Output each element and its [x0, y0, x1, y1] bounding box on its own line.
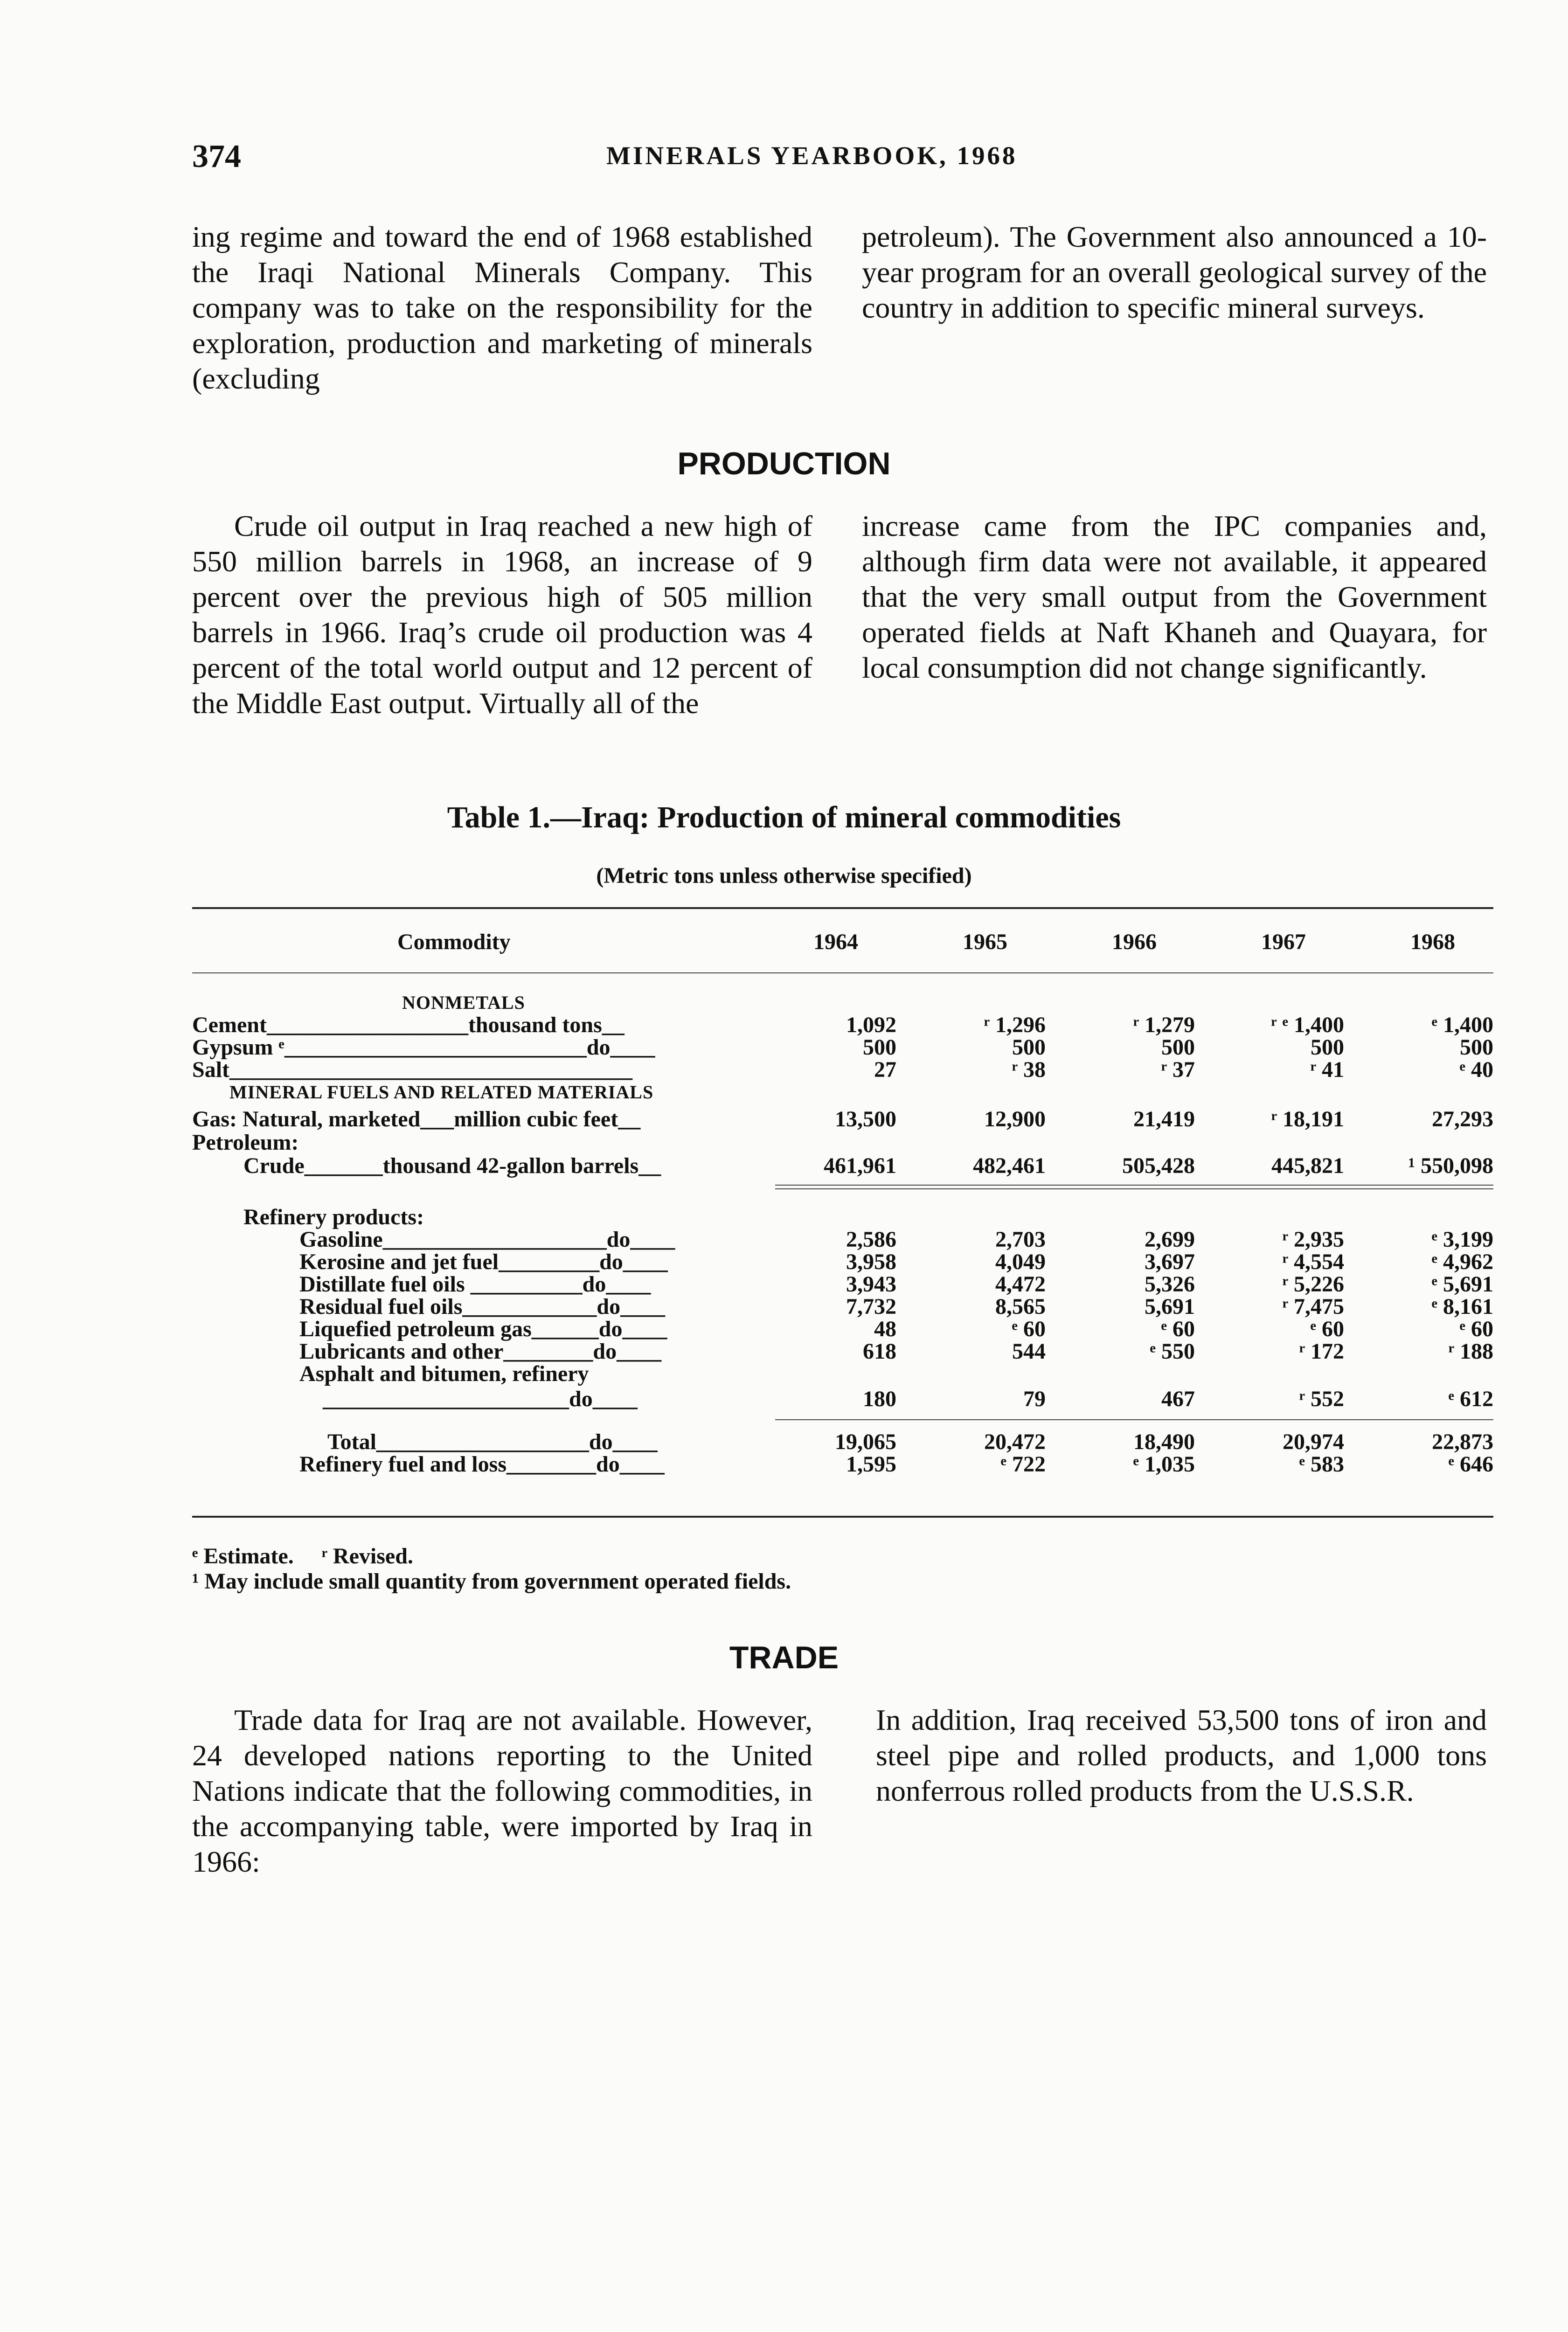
cell: ᵉ 550: [1150, 1339, 1195, 1364]
row-label: Gasoline____________________do____: [299, 1227, 675, 1252]
cell: 13,500: [835, 1107, 896, 1131]
cell: 79: [1023, 1387, 1046, 1411]
trade-right-column: [876, 1702, 1487, 1809]
footnote-1: ¹ May include small quantity from government operated fields.: [192, 1569, 791, 1594]
table-header-row: [192, 930, 1493, 954]
table-row: [192, 1453, 1493, 1476]
cell: ᵉ 1,400: [1431, 1013, 1493, 1037]
table-row: [192, 1388, 1493, 1411]
table-title: Table 1.—Iraq: Production of mineral commodities: [447, 800, 1121, 834]
table-row: [192, 1340, 1493, 1363]
cell: ᵉ 60: [1459, 1317, 1493, 1341]
cell: ᵉ 60: [1161, 1317, 1195, 1341]
cell: 18,490: [1133, 1430, 1195, 1454]
cell: ʳ 41: [1310, 1057, 1344, 1082]
cell: 2,586: [846, 1227, 896, 1252]
intro-right-column: [862, 219, 1487, 326]
cell: 500: [1311, 1035, 1344, 1060]
cell: 8,565: [995, 1294, 1046, 1319]
header-1966: 1966: [1112, 930, 1157, 954]
cell: ʳ 18,191: [1271, 1107, 1344, 1131]
row-label: Kerosine and jet fuel_________do____: [299, 1249, 668, 1274]
row-label: Gypsum ᵉ___________________________do____: [192, 1035, 655, 1060]
group-mineral-fuels: [192, 1081, 1493, 1104]
row-label: Residual fuel oils____________do____: [299, 1294, 666, 1319]
row-label: Liquefied petroleum gas______do____: [299, 1317, 667, 1341]
cell: 1,595: [846, 1452, 896, 1477]
production-right-column: [862, 508, 1487, 686]
intro-left-text: ing regime and toward the end of 1968 established the Iraqi National Minerals Company. This company was to take on the responsibility for the exploration, production and marketing of minerals (excluding: [192, 220, 812, 395]
cell: ʳ 37: [1161, 1057, 1195, 1082]
cell: 500: [1460, 1035, 1493, 1060]
production-right-text: increase came from the IPC companies and, although firm data were not available, it appeared that the very small output from the Government operated fields at Naft Khaneh and Quayara, for local consumption did not change significantly.: [862, 509, 1487, 684]
table-row: [192, 1362, 1493, 1386]
cell: ᵉ 8,161: [1431, 1294, 1493, 1319]
cell: 5,326: [1145, 1272, 1195, 1297]
cell: 21,419: [1133, 1107, 1195, 1131]
table-bottom-rule: [192, 1516, 1493, 1518]
cell: ¹ 550,098: [1408, 1153, 1493, 1178]
cell: ᵉ 60: [1310, 1317, 1344, 1341]
group-label: NONMETALS: [402, 992, 525, 1013]
cell: 467: [1161, 1387, 1195, 1411]
production-left-text: Crude oil output in Iraq reached a new high of 550 million barrels in 1968, an increase of 9 percent over the previous high of 505 million barrels in 1966. Iraq’s crude oil production was 4 percent of the total world output and 12 percent of the Middle East output. Virtually all of the: [192, 509, 812, 720]
total-rule: [775, 1419, 1493, 1420]
table-row: [192, 1058, 1493, 1082]
row-label: Refinery products:: [243, 1205, 424, 1229]
cell: ʳ ᵉ 1,400: [1271, 1013, 1344, 1037]
cell: ᵉ 722: [1000, 1452, 1046, 1477]
table-row: [192, 1013, 1493, 1037]
table-row: [192, 1250, 1493, 1274]
cell: ʳ 1,296: [984, 1013, 1046, 1037]
table-footnotes: [192, 1544, 791, 1594]
row-label: Total___________________do____: [327, 1430, 658, 1454]
cell: 618: [863, 1339, 896, 1364]
cell: 12,900: [984, 1107, 1046, 1131]
row-label: Crude_______thousand 42-gallon barrels__: [243, 1153, 661, 1178]
table-row: [192, 1108, 1493, 1131]
cell: ᵉ 612: [1448, 1387, 1493, 1411]
header-1965: 1965: [963, 930, 1007, 954]
petroleum-rule: [775, 1185, 1493, 1186]
row-label: Lubricants and other________do____: [299, 1339, 662, 1364]
cell: 22,873: [1432, 1430, 1493, 1454]
cell: 4,049: [995, 1249, 1046, 1274]
cell: 2,699: [1145, 1227, 1195, 1252]
table-subtitle: (Metric tons unless otherwise specified): [596, 863, 972, 888]
cell: 19,065: [835, 1430, 896, 1454]
page-number: 374: [192, 139, 241, 174]
cell: ʳ 172: [1299, 1339, 1344, 1364]
cell: ᵉ 3,199: [1431, 1227, 1493, 1252]
cell: 5,691: [1145, 1294, 1195, 1319]
cell: 4,472: [995, 1272, 1046, 1297]
cell: ᵉ 646: [1448, 1452, 1493, 1477]
cell: ʳ 4,554: [1282, 1249, 1344, 1274]
row-label: Refinery fuel and loss________do____: [299, 1452, 665, 1477]
row-label: Gas: Natural, marketed___million cubic feet__: [192, 1107, 641, 1131]
cell: ʳ 7,475: [1282, 1294, 1344, 1319]
trade-right-text: In addition, Iraq received 53,500 tons of iron and steel pipe and rolled products, and 1,000 tons nonferrous rolled products from the U.S.S.R.: [876, 1703, 1487, 1807]
header-rule: [192, 972, 1493, 973]
cell: 445,821: [1271, 1153, 1344, 1178]
table-row: [192, 1036, 1493, 1059]
cell: 482,461: [973, 1153, 1046, 1178]
cell: 505,428: [1122, 1153, 1195, 1178]
cell: 500: [1161, 1035, 1195, 1060]
row-label: Cement__________________thousand tons__: [192, 1013, 624, 1037]
cell: ᵉ 40: [1459, 1057, 1493, 1082]
cell: ʳ 1,279: [1133, 1013, 1195, 1037]
trade-left-column: [192, 1702, 812, 1880]
cell: 48: [874, 1317, 896, 1341]
production-left-column: [192, 508, 812, 721]
group-label: MINERAL FUELS AND RELATED MATERIALS: [229, 1082, 654, 1103]
table-row: [192, 1154, 1493, 1178]
cell: ʳ 5,226: [1282, 1272, 1344, 1297]
cell: 544: [1012, 1339, 1046, 1364]
trade-heading: TRADE: [729, 1640, 839, 1675]
header-1964: 1964: [813, 930, 858, 954]
row-label: Salt____________________________________: [192, 1057, 633, 1082]
cell: ᵉ 60: [1012, 1317, 1046, 1341]
intro-right-text: petroleum). The Government also announced a 10-year program for an overall geological survey of the country in addition to specific mineral surveys.: [862, 220, 1487, 324]
row-label: Petroleum:: [192, 1130, 299, 1155]
cell: ᵉ 4,962: [1431, 1249, 1493, 1274]
cell: 20,472: [984, 1430, 1046, 1454]
table-row: [192, 1318, 1493, 1341]
cell: 1,092: [846, 1013, 896, 1037]
table-row: [192, 1228, 1493, 1251]
cell: 27: [874, 1057, 896, 1082]
table-row: [192, 1430, 1493, 1454]
cell: 461,961: [824, 1153, 896, 1178]
production-heading: PRODUCTION: [677, 446, 891, 481]
cell: 20,974: [1283, 1430, 1344, 1454]
cell: ʳ 188: [1448, 1339, 1493, 1364]
cell: 3,697: [1145, 1249, 1195, 1274]
header-1968: 1968: [1410, 930, 1455, 954]
row-label: Distillate fuel oils __________do____: [299, 1272, 651, 1297]
header-commodity: Commodity: [397, 930, 511, 954]
cell: ᵉ 583: [1299, 1452, 1344, 1477]
row-label: ______________________do____: [323, 1387, 638, 1411]
footnote-estimate-revised: ᵉ Estimate. ʳ Revised.: [192, 1544, 413, 1569]
cell: 2,703: [995, 1227, 1046, 1252]
cell: 3,943: [846, 1272, 896, 1297]
group-nonmetals: [192, 991, 1493, 1014]
cell: 27,293: [1432, 1107, 1493, 1131]
cell: 180: [863, 1387, 896, 1411]
running-head: MINERALS YEARBOOK, 1968: [606, 141, 1018, 170]
cell: 7,732: [846, 1294, 896, 1319]
table-top-rule: [192, 907, 1493, 909]
table-row: [192, 1273, 1493, 1296]
cell: 3,958: [846, 1249, 896, 1274]
cell: ʳ 2,935: [1282, 1227, 1344, 1252]
intro-left-column: [192, 219, 812, 396]
cell: ᵉ 1,035: [1133, 1452, 1195, 1477]
header-1967: 1967: [1261, 930, 1306, 954]
cell: 500: [863, 1035, 896, 1060]
table-row: [192, 1131, 1493, 1154]
trade-left-text: Trade data for Iraq are not available. However, 24 developed nations reporting to the United Nations indicate that the following commodities, in the accompanying table, were imported by Iraq in 1966:: [192, 1703, 812, 1878]
table-row: [192, 1295, 1493, 1319]
table-row: [192, 1206, 1493, 1229]
cell: 500: [1012, 1035, 1046, 1060]
cell: ʳ 38: [1012, 1057, 1046, 1082]
row-label: Asphalt and bitumen, refinery: [299, 1361, 589, 1386]
cell: ᵉ 5,691: [1431, 1272, 1493, 1297]
cell: ʳ 552: [1299, 1387, 1344, 1411]
petroleum-rule-double: [775, 1188, 1493, 1189]
